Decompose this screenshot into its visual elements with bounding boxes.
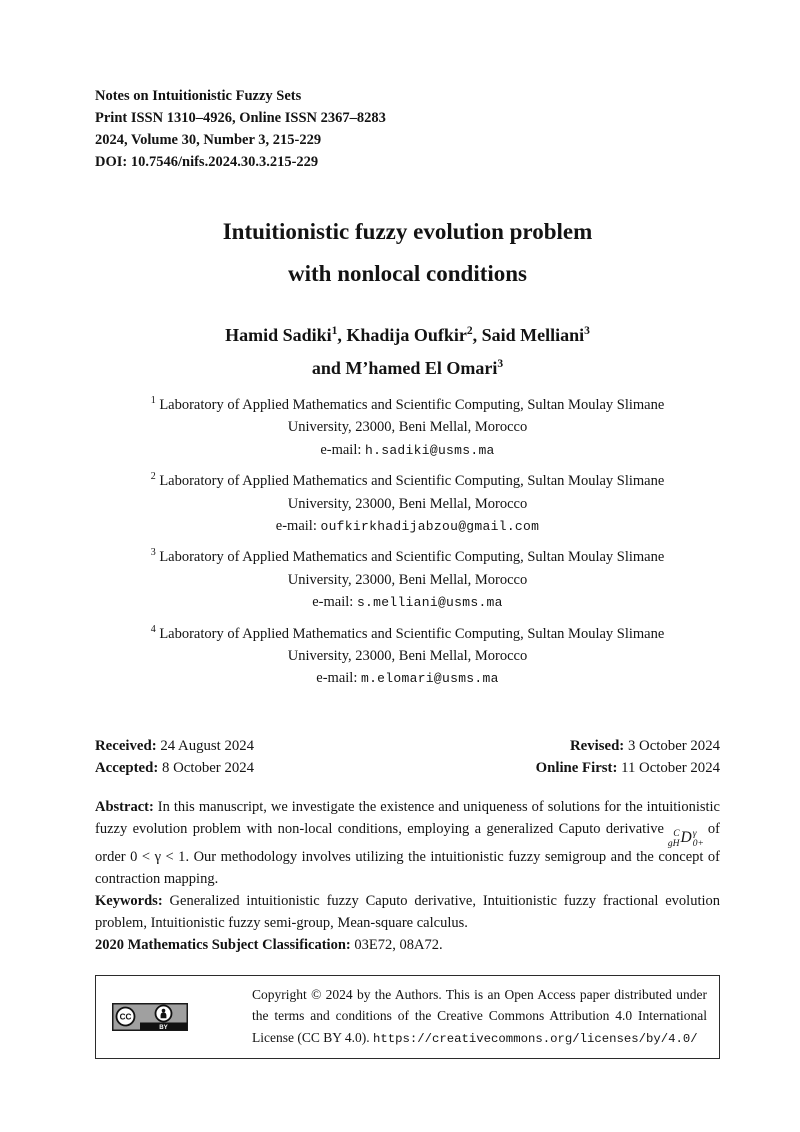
author-2: Khadija Oufkir$^2$, xyxy=(346,325,482,345)
affiliation-3-text-2: University, 23000, Beni Mellal, Morocco xyxy=(287,571,528,588)
author-4: M’hamed El Omari$^3$ xyxy=(345,358,504,378)
email-label: e-mail: xyxy=(275,518,317,535)
affiliation-1-text-2: University, 23000, Beni Mellal, Morocco xyxy=(287,419,528,436)
author-1-affil-ref: 1 xyxy=(331,325,338,337)
affiliations-list xyxy=(95,394,720,691)
email-label: e-mail: xyxy=(316,670,358,687)
math-sup: γ xyxy=(692,828,697,839)
authors-block xyxy=(95,319,720,385)
msc-label: 2020 Mathematics Subject Classification: xyxy=(95,936,351,953)
affiliation-4-number: 4 xyxy=(150,623,156,635)
email-address: h.sadiki@usms.ma xyxy=(365,442,495,458)
title-line-1: Intuitionistic fuzzy evolution problem xyxy=(222,219,593,244)
order-inequality: 0 < γ < 1 xyxy=(130,848,186,865)
affiliation-2 xyxy=(95,470,720,538)
accepted-date: 8 October 2024 xyxy=(161,759,255,776)
math-prescript-sub: gH xyxy=(667,838,680,849)
accepted-label: Accepted: xyxy=(95,759,159,776)
online-first-date: 11 October 2024 xyxy=(621,759,720,776)
online-first-line xyxy=(536,757,720,779)
dates-right-column xyxy=(536,735,720,779)
msc-paragraph xyxy=(95,934,720,956)
cc-by-badge-icon xyxy=(112,1003,188,1031)
journal-header xyxy=(95,85,720,173)
abstract-text-3: . Our methodology involves utilizing the intuitionistic fuzzy semigroup and the concept of contraction mapping. xyxy=(95,848,721,887)
online-first-label: Online First: xyxy=(535,759,618,776)
authors-line-2: and M’hamed El Omari$^3$ xyxy=(311,358,504,378)
affiliation-3-number: 3 xyxy=(150,547,156,559)
affiliation-3 xyxy=(95,546,720,614)
paper-title xyxy=(95,211,720,295)
abstract-paragraph xyxy=(95,796,720,890)
volume-line: 2024, Volume 30, Number 3, 215-229 xyxy=(95,132,322,148)
license-statement: Copyright © 2024 by the Authors. This is an Open Access paper distributed under the terms and conditions of the Creative Commons Attribution 4.0 International License (CC BY 4.0). xyxy=(252,986,707,1045)
journal-name: Notes on Intuitionistic Fuzzy Sets xyxy=(95,88,302,104)
math-sub: 0+ xyxy=(692,838,704,849)
email-address: m.elomari@usms.ma xyxy=(360,671,499,687)
authors-line-1 xyxy=(95,319,720,352)
cc-by-badge xyxy=(112,1003,188,1031)
affiliation-3-text: Laboratory of Applied Mathematics and Scientific Computing, Sultan Moulay Slimane xyxy=(159,549,665,566)
author-3-affil-ref: 3 xyxy=(584,325,590,337)
msc-text: 03E72, 08A72. xyxy=(354,936,443,953)
dates-left-column xyxy=(95,735,254,779)
keywords-text: Generalized intuitionistic fuzzy Caputo derivative, Intuitionistic fuzzy fractional evolution problem, Intuitionistic fuzzy semi-group, Mean-square calculus. xyxy=(95,892,721,931)
license-box xyxy=(95,975,720,1060)
license-url[interactable]: https://creativecommons.org/licenses/by/4.0/ xyxy=(372,1031,698,1046)
abstract-text-1: In this manuscript, we investigate the existence and uniqueness of solutions for the intuitionistic fuzzy evolution problem with non-local conditions, employing a generalized Caputo derivative xyxy=(95,798,720,837)
affiliation-4-text: Laboratory of Applied Mathematics and Scientific Computing, Sultan Moulay Slimane xyxy=(159,625,665,642)
received-date: 24 August 2024 xyxy=(160,737,255,754)
math-prescript-sup: C xyxy=(673,828,680,839)
dates-block xyxy=(95,735,720,779)
email-address: s.melliani@usms.ma xyxy=(356,595,503,611)
email-label: e-mail: xyxy=(320,441,362,458)
revised-label: Revised: xyxy=(569,737,625,754)
author-3: Said Melliani$^3$ xyxy=(481,325,590,345)
issn-line: Print ISSN 1310–4926, Online ISSN 2367–8283 xyxy=(95,110,386,126)
keywords-label: Keywords: xyxy=(95,892,163,909)
abstract-label: Abstract: xyxy=(95,798,154,815)
cc-label: CC xyxy=(119,1012,132,1022)
author-1: Hamid Sadiki$^1$, xyxy=(225,325,347,345)
affiliation-4 xyxy=(95,623,720,691)
affiliation-2-number: 2 xyxy=(150,471,156,483)
affiliation-1-text: Laboratory of Applied Mathematics and Scientific Computing, Sultan Moulay Slimane xyxy=(159,397,665,413)
revised-line xyxy=(536,735,720,757)
affiliation-1-number: 1 xyxy=(150,395,156,407)
affiliation-2-text-2: University, 23000, Beni Mellal, Morocco xyxy=(287,495,528,512)
revised-date: 3 October 2024 xyxy=(627,737,720,754)
caputo-derivative-math xyxy=(667,826,704,849)
email-label: e-mail: xyxy=(312,594,354,611)
affiliation-4-text-2: University, 23000, Beni Mellal, Morocco xyxy=(287,648,528,665)
doi-line: DOI: 10.7546/nifs.2024.30.3.215-229 xyxy=(95,154,319,170)
license-text xyxy=(252,984,707,1051)
title-line-2: with nonlocal conditions xyxy=(288,261,527,286)
received-line xyxy=(95,735,254,757)
author-2-affil-ref: 2 xyxy=(466,325,473,337)
author-4-affil-ref: 3 xyxy=(497,358,504,370)
affiliation-2-text: Laboratory of Applied Mathematics and Scientific Computing, Sultan Moulay Slimane xyxy=(159,473,665,490)
math-operator: D xyxy=(680,828,692,846)
by-label: BY xyxy=(159,1024,168,1032)
affiliation-1 xyxy=(95,394,720,462)
received-label: Received: xyxy=(95,737,157,754)
email-address: oufkirkhadijabzou@gmail.com xyxy=(320,519,540,535)
abstract-text-2: of order xyxy=(95,820,720,865)
accepted-line xyxy=(95,757,254,779)
keywords-paragraph xyxy=(95,890,720,934)
